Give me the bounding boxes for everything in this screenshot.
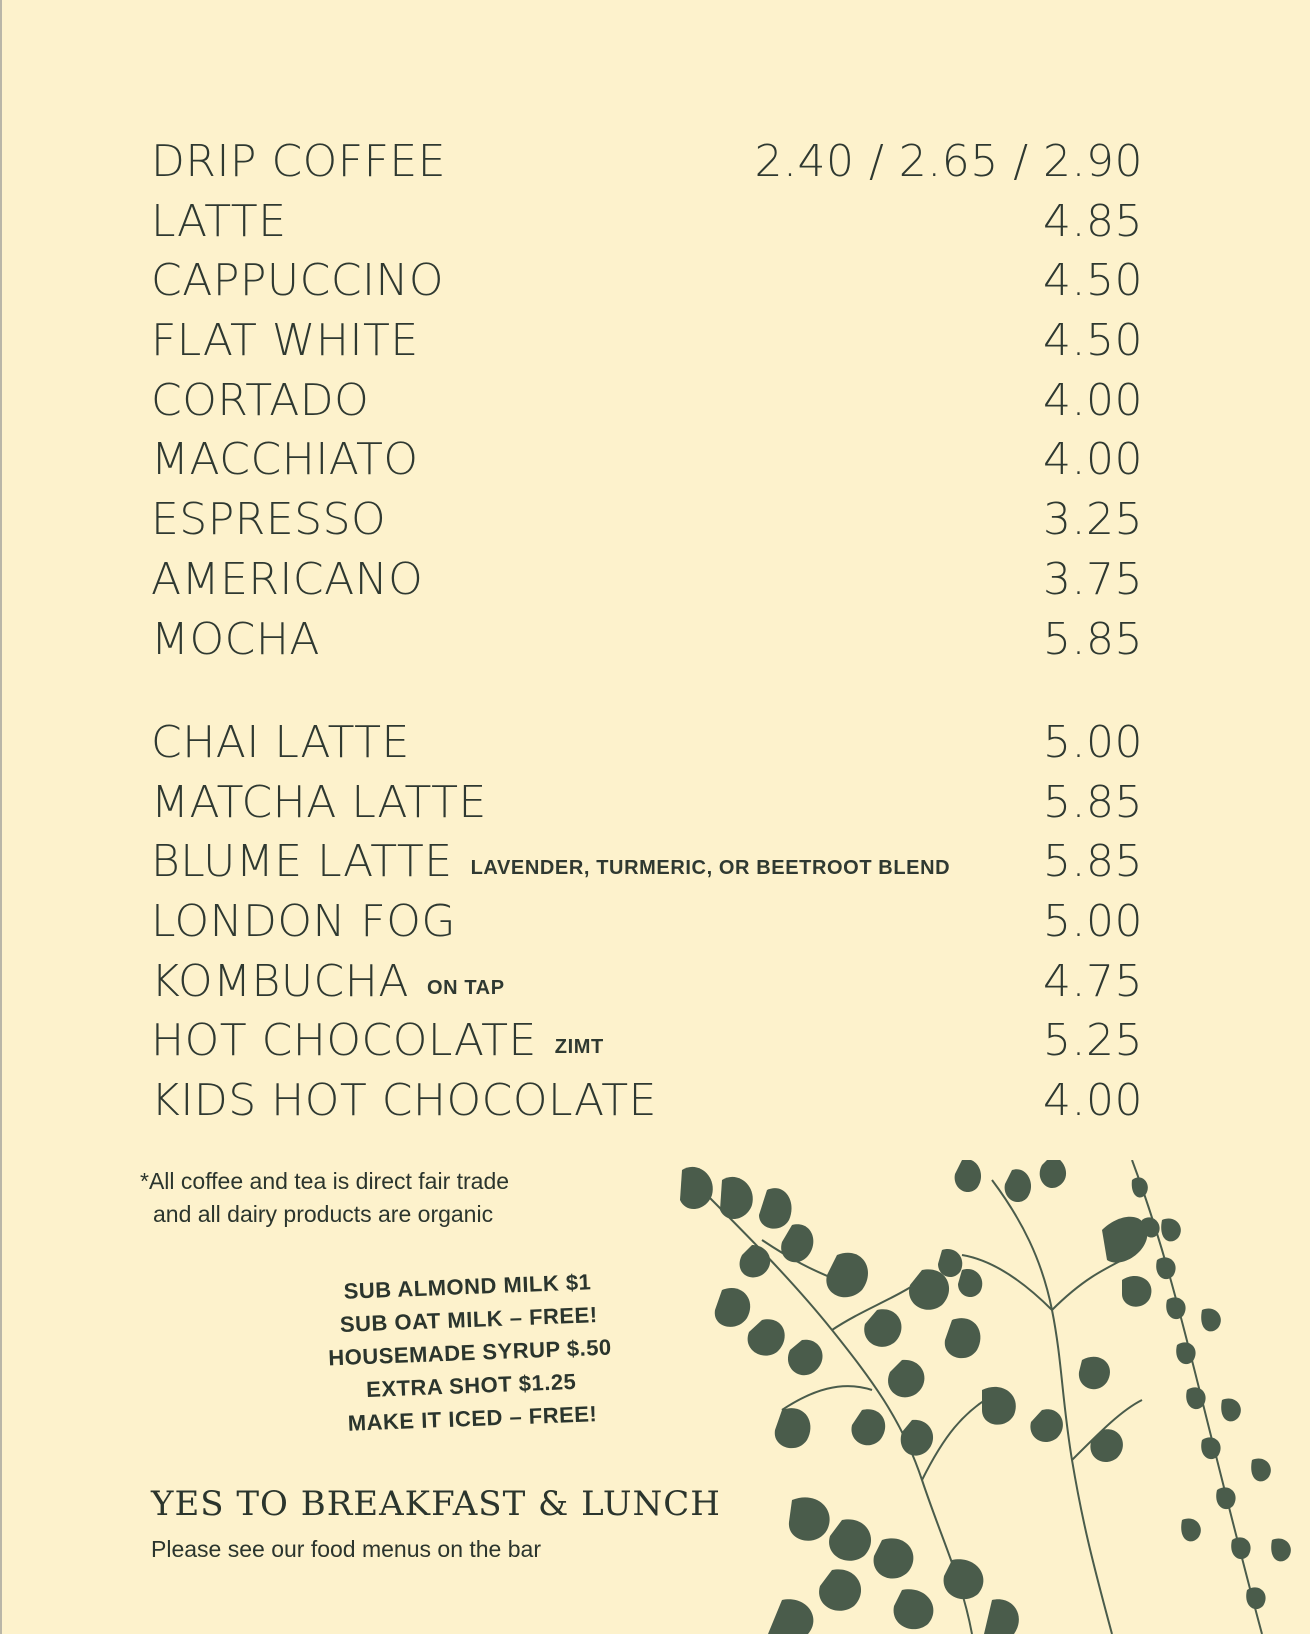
menu-item-price: 4.00 <box>1043 1075 1143 1127</box>
menu-item-label: AMERICANO <box>151 553 424 605</box>
menu-item-name <box>151 892 456 952</box>
menu-item-name <box>151 550 423 610</box>
menu-item-note: LAVENDER, TURMERIC, OR BEETROOT BLEND <box>470 857 951 880</box>
menu-item-row <box>151 952 1143 1012</box>
menu-item-row <box>151 371 1143 431</box>
menu-item-label: LATTE <box>151 195 287 247</box>
addon-item: MAKE IT ICED – FREE! <box>347 1401 598 1436</box>
menu-item-note: ZIMT <box>554 1036 604 1059</box>
menu-item-row <box>151 430 1143 490</box>
menu-item-label: KIDS HOT CHOCOLATE <box>151 1075 657 1127</box>
menu-item-name <box>151 132 446 192</box>
menu-item-row <box>151 311 1143 371</box>
menu-item-price: 4.50 <box>1043 315 1143 367</box>
menu-item-row <box>151 713 1143 773</box>
menu-item-price: 2.40 / 2.65 / 2.90 <box>754 136 1143 187</box>
menu-item-name <box>151 1011 604 1077</box>
menu-item-name <box>151 832 950 898</box>
menu-item-row <box>151 132 1143 192</box>
menu-item-label: DRIP COFFEE <box>151 136 447 187</box>
addon-item: HOUSEMADE SYRUP $.50 <box>327 1334 613 1371</box>
menu-item-label: ESPRESSO <box>151 494 387 546</box>
menu-item-label: FLAT WHITE <box>151 315 419 367</box>
menu-item-note: ON TAP <box>426 976 505 999</box>
menu-item-price: 4.50 <box>1043 255 1143 307</box>
menu-item-label: CAPPUCCINO <box>151 255 445 307</box>
menu-item-row <box>151 892 1143 952</box>
menu-item-label: CHAI LATTE <box>151 717 410 768</box>
addon-item: SUB ALMOND MILK $1 <box>343 1269 592 1304</box>
menu-item-price: 4.00 <box>1043 434 1143 486</box>
menu-item-label: HOT CHOCOLATE <box>151 1015 537 1067</box>
menu-item-price: 3.25 <box>1043 494 1143 546</box>
menu-item-price: 4.75 <box>1043 955 1143 1007</box>
menu-item-label: MOCHA <box>151 613 321 665</box>
menu-item-price: 5.85 <box>1043 836 1143 888</box>
menu-item-name <box>151 192 287 252</box>
menu-item-price: 3.75 <box>1043 553 1143 605</box>
menu-item-row <box>151 251 1143 311</box>
menu-item-price: 5.85 <box>1043 613 1143 665</box>
food-subheading: Please see our food menus on the bar <box>151 1536 541 1562</box>
menu-item-price: 5.00 <box>1043 717 1143 768</box>
menu-item-row <box>151 1071 1143 1131</box>
menu-item-price: 5.00 <box>1043 896 1143 948</box>
menu-item-row <box>151 832 1143 892</box>
menu-item-label: KOMBUCHA <box>151 955 409 1007</box>
specialty-drinks-list <box>151 713 1143 1131</box>
footnote-line: *All coffee and tea is direct fair trade <box>140 1168 510 1194</box>
menu-item-name <box>151 430 419 490</box>
menu-item-name <box>151 610 320 670</box>
menu-item-label: CORTADO <box>151 374 370 426</box>
menu-item-row <box>151 773 1143 833</box>
menu-item-price: 5.25 <box>1043 1015 1143 1067</box>
sourcing-footnote <box>140 1165 509 1231</box>
menu-item-label: LONDON FOG <box>151 896 456 948</box>
menu-item-row <box>151 490 1143 550</box>
addon-item: EXTRA SHOT $1.25 <box>365 1368 577 1403</box>
menu-item-name <box>151 713 410 773</box>
menu-item-row <box>151 550 1143 610</box>
menu-item-price: 5.85 <box>1043 776 1143 828</box>
addon-item: SUB OAT MILK – FREE! <box>339 1302 598 1337</box>
menu-item-name <box>151 952 505 1018</box>
menu-item-name <box>151 371 369 431</box>
menu-item-label: MACCHIATO <box>151 434 419 486</box>
food-heading: YES TO BREAKFAST & LUNCH <box>151 1484 721 1524</box>
menu-item-row <box>151 610 1143 670</box>
menu-item-name <box>151 490 386 550</box>
menu-item-name <box>151 1071 657 1131</box>
addons-list <box>317 1264 623 1440</box>
menu-item-row <box>151 1011 1143 1071</box>
menu-item-name <box>151 773 487 833</box>
botanical-leaves-illustration <box>662 1160 1310 1634</box>
menu-item-name <box>151 311 419 371</box>
menu-item-label: BLUME LATTE <box>151 836 453 888</box>
menu-item-price: 4.00 <box>1043 374 1143 426</box>
menu-item-row <box>151 192 1143 252</box>
coffee-menu-list <box>151 132 1143 669</box>
menu-item-name <box>151 251 444 311</box>
menu-item-label: MATCHA LATTE <box>151 776 487 828</box>
menu-item-price: 4.85 <box>1043 195 1143 247</box>
footnote-line: and all dairy products are organic <box>153 1201 494 1227</box>
